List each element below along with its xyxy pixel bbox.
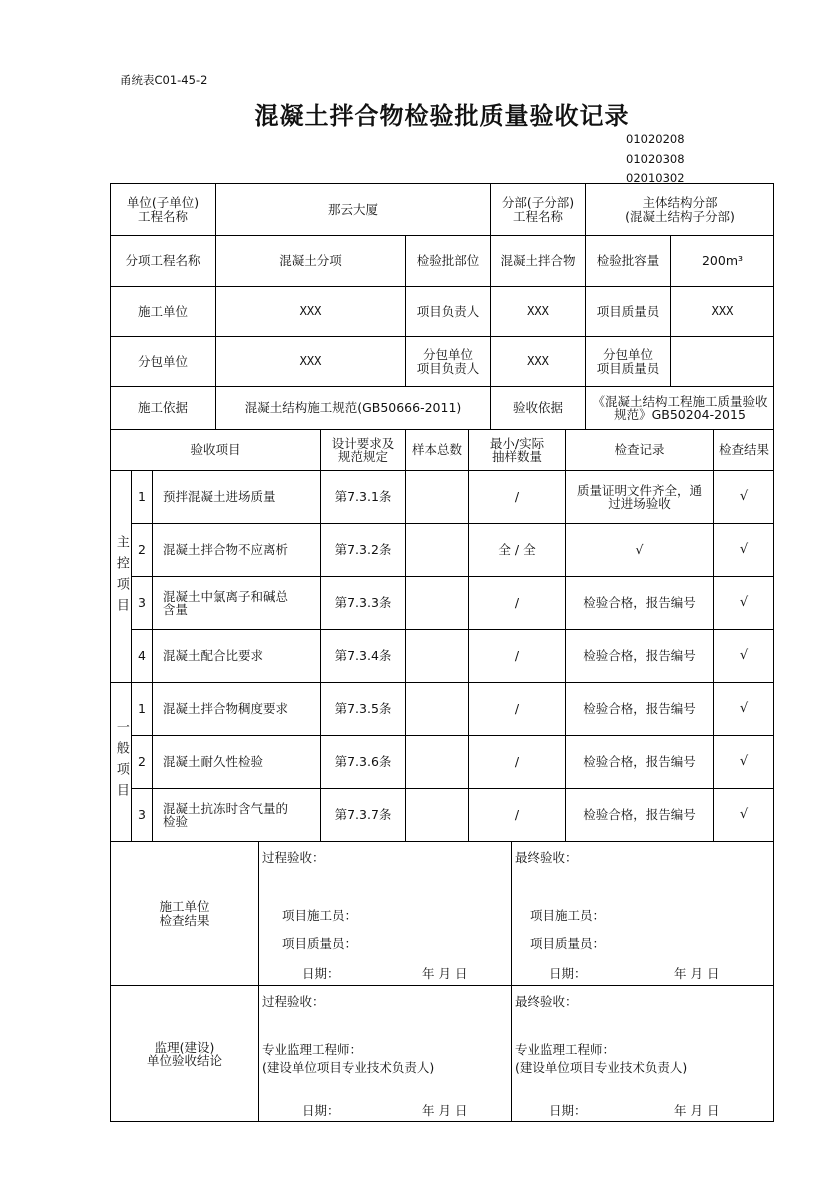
general-item-min-actual-text: / [514,754,520,770]
main-item-result [713,629,774,682]
acceptance-basis-value-text: 《混凝土结构工程施工质量验收 规范》GB50204-2015 [592,393,768,422]
contractor-constructor-label: 项目施工员： [282,908,358,923]
general-item-no [131,735,152,788]
main-item-record [565,629,713,682]
contractor-check-label [110,841,258,985]
batch-capacity-label [585,235,670,286]
general-item-clause [320,735,405,788]
batch-part-value [490,235,585,286]
quality-officer-label-text: 项目质量员 [596,303,660,319]
main-item-clause-text: 第7.3.4条 [334,648,392,664]
main-item-clause-text: 第7.3.2条 [334,542,392,558]
main-item-sample [405,629,468,682]
contractor-label [110,286,215,336]
main-item-record-text: 检验合格，报告编号 [583,595,696,611]
unit-project-label [110,183,215,235]
contractor-value-text: XXX [299,304,322,319]
unit-project-value-text: 那云大厦 [327,201,378,217]
unit-project-label-text: 单位(子单位) 工程名称 [126,195,200,224]
subcontractor-value [215,336,405,386]
sub-manager-value [490,336,585,386]
main-item-clause [320,470,405,523]
project-manager-label [405,286,490,336]
sub-manager-value-text: XXX [527,354,549,369]
main-item-min-actual-text: / [514,648,520,664]
sub-manager-label [405,336,490,386]
general-item-name [152,788,320,841]
contractor-value [215,286,405,336]
general-item-record-text: 检验合格，报告编号 [583,754,696,770]
project-manager-value [490,286,585,336]
supervisor-check-label [110,985,258,1122]
general-item-clause-text: 第7.3.6条 [334,754,392,770]
batch-capacity-label-text: 检验批容量 [596,253,660,269]
main-item-min-actual [468,470,565,523]
main-item-no [131,523,152,576]
quality-officer-value-text: XXX [711,304,734,319]
supervisor-final-engineer-label: 专业监理工程师： (建设单位项目专业技术负责人) [515,1042,688,1075]
division-value-text: 主体结构分部 (混凝土结构子分部) [625,195,735,224]
col-item-text: 验收项目 [190,442,241,458]
col-design [320,429,405,470]
main-item-sample [405,576,468,629]
main-item-no-text: 2 [138,542,146,558]
sub-quality-value [670,336,774,386]
doc-number: 01020208 [626,132,685,146]
main-item-clause-text: 第7.3.3条 [334,595,392,611]
doc-number: 02010302 [626,171,685,185]
general-item-min-actual-text: / [514,701,520,717]
main-item-min-actual-text: / [514,489,520,505]
general-item-record [565,788,713,841]
general-item-record [565,682,713,735]
sub-quality-label-text: 分包单位 项目质量员 [596,347,660,376]
contractor-check-label-text: 施工单位 检查结果 [159,899,210,928]
general-item-record [565,735,713,788]
general-item-no-text: 2 [138,754,146,770]
subitem-label-text: 分项工程名称 [125,253,201,269]
col-result [713,429,774,470]
general-item-result-text: √ [739,754,749,770]
contractor-ymd: 年 月 日 [422,966,468,981]
subcontractor-label-text: 分包单位 [137,353,188,369]
main-item-record-text: 质量证明文件齐全，通 过进场验收 [576,482,702,511]
col-record [565,429,713,470]
contractor-final-quality-label: 项目质量员： [530,936,606,951]
main-item-result [713,523,774,576]
general-item-no-text: 1 [138,701,146,717]
main-item-result [713,576,774,629]
contractor-process-label: 过程验收： [262,850,325,865]
subcontractor-value-text: XXX [299,354,322,369]
general-item-min-actual [468,788,565,841]
general-item-sample [405,735,468,788]
col-sample-total-text: 样本总数 [411,442,462,458]
general-item-no [131,788,152,841]
main-item-result [713,470,774,523]
col-min-actual-text: 最小/实际 抽样数量 [489,435,545,464]
general-item-name-text: 混凝土抗冻时含气量的 检验 [163,800,289,829]
col-result-text: 检查结果 [718,442,769,458]
main-item-clause [320,523,405,576]
main-item-record [565,470,713,523]
general-group-label-text: 一般项目 [113,720,129,804]
contractor-final-label: 最终验收： [515,850,578,865]
sub-manager-label-text: 分包单位 项目负责人 [416,347,480,376]
main-item-record [565,523,713,576]
basis-label [110,386,215,429]
main-item-no-text: 3 [138,595,146,611]
batch-part-label [405,235,490,286]
general-item-record-text: 检验合格，报告编号 [583,701,696,717]
general-item-no-text: 3 [138,807,146,823]
unit-project-value [215,183,490,235]
general-item-min-actual [468,682,565,735]
main-item-result-text: √ [739,648,749,664]
contractor-final-constructor-label: 项目施工员： [530,908,606,923]
sub-quality-label [585,336,670,386]
subcontractor-label [110,336,215,386]
project-manager-value-text: XXX [527,304,549,319]
supervisor-ymd: 年 月 日 [422,1103,468,1118]
batch-capacity-value [670,235,774,286]
main-item-clause [320,629,405,682]
main-item-no [131,629,152,682]
supervisor-check-label-text: 监理(建设) 单位验收结论 [146,1039,222,1068]
general-item-name [152,682,320,735]
general-item-sample [405,682,468,735]
main-item-record [565,576,713,629]
main-item-clause [320,576,405,629]
supervisor-date-label: 日期： [302,1103,340,1118]
main-item-min-actual-text: 全 / 全 [498,542,536,558]
general-item-sample [405,788,468,841]
division-label-text: 分部(子分部) 工程名称 [501,195,575,224]
main-item-name [152,523,320,576]
main-item-result-text: √ [739,542,749,558]
main-item-no [131,470,152,523]
main-group-label [110,470,131,682]
batch-capacity-value-text: 200m³ [701,253,744,269]
general-item-clause [320,682,405,735]
general-item-result [713,735,774,788]
general-item-name [152,735,320,788]
acceptance-basis-label [490,386,585,429]
main-item-name [152,576,320,629]
doc-number: 01020308 [626,151,685,166]
main-item-result-text: √ [739,489,749,505]
general-item-name-text: 混凝土拌合物稠度要求 [163,701,289,717]
contractor-final-date-label: 日期： [549,966,587,981]
general-item-record-text: 检验合格，报告编号 [583,807,696,823]
contractor-date-label: 日期： [302,966,340,981]
main-item-name-text: 混凝土中氯离子和碱总 含量 [163,588,289,617]
main-item-min-actual-text: / [514,595,520,611]
basis-value-text: 混凝土结构施工规范(GB50666-2011) [244,400,462,416]
subitem-label [110,235,215,286]
col-min-actual [468,429,565,470]
supervisor-final-label: 最终验收： [515,994,578,1009]
general-item-no [131,682,152,735]
division-value [585,183,774,235]
main-item-name-text: 混凝土拌合物不应离析 [163,542,289,558]
general-item-result-text: √ [739,701,749,717]
col-record-text: 检查记录 [614,442,665,458]
main-item-result-text: √ [739,595,749,611]
main-item-clause-text: 第7.3.1条 [334,489,392,505]
division-label [490,183,585,235]
acceptance-basis-value [585,386,774,429]
main-item-min-actual [468,576,565,629]
main-item-no [131,576,152,629]
subitem-value-text: 混凝土分项 [279,253,342,269]
general-item-result [713,682,774,735]
supervisor-final-date-label: 日期： [549,1103,587,1118]
contractor-label-text: 施工单位 [137,303,188,319]
general-item-min-actual-text: / [514,807,520,823]
col-sample-total [405,429,468,470]
col-item [110,429,320,470]
form-code: 甬统表C01-45-2 [120,73,208,87]
subitem-value [215,235,405,286]
basis-value [215,386,490,429]
acceptance-basis-label-text: 验收依据 [512,400,563,416]
supervisor-final-ymd: 年 月 日 [674,1103,720,1118]
contractor-final-ymd: 年 月 日 [674,966,720,981]
main-item-record-text: √ [635,542,644,558]
main-item-name-text: 预拌混凝土进场质量 [163,489,276,505]
general-item-result [713,788,774,841]
main-item-no-text: 1 [138,489,146,505]
main-item-name [152,470,320,523]
main-item-sample [405,523,468,576]
main-item-name-text: 混凝土配合比要求 [163,648,264,664]
col-design-text: 设计要求及 规范规定 [331,435,395,464]
general-item-clause [320,788,405,841]
supervisor-process-label: 过程验收： [262,994,325,1009]
page-title: 混凝土拌合物检验批质量验收记录 [254,102,630,130]
general-item-clause-text: 第7.3.7条 [334,807,392,823]
batch-part-label-text: 检验批部位 [416,253,480,269]
main-item-min-actual [468,629,565,682]
quality-officer-value [670,286,774,336]
contractor-quality-label: 项目质量员： [282,936,358,951]
supervisor-engineer-label: 专业监理工程师： (建设单位项目专业技术负责人) [262,1042,435,1075]
main-item-sample [405,470,468,523]
general-item-name-text: 混凝土耐久性检验 [163,754,264,770]
batch-part-value-text: 混凝土拌合物 [500,253,576,269]
basis-label-text: 施工依据 [137,400,188,416]
main-item-record-text: 检验合格，报告编号 [583,648,696,664]
main-group-label-text: 主控项目 [113,534,129,619]
general-item-clause-text: 第7.3.5条 [334,701,392,717]
main-item-name [152,629,320,682]
general-group-label [110,682,131,841]
main-item-min-actual [468,523,565,576]
general-item-result-text: √ [739,807,749,823]
project-manager-label-text: 项目负责人 [416,303,480,319]
general-item-min-actual [468,735,565,788]
doc-numbers [626,130,685,189]
quality-officer-label [585,286,670,336]
main-item-no-text: 4 [138,648,146,664]
